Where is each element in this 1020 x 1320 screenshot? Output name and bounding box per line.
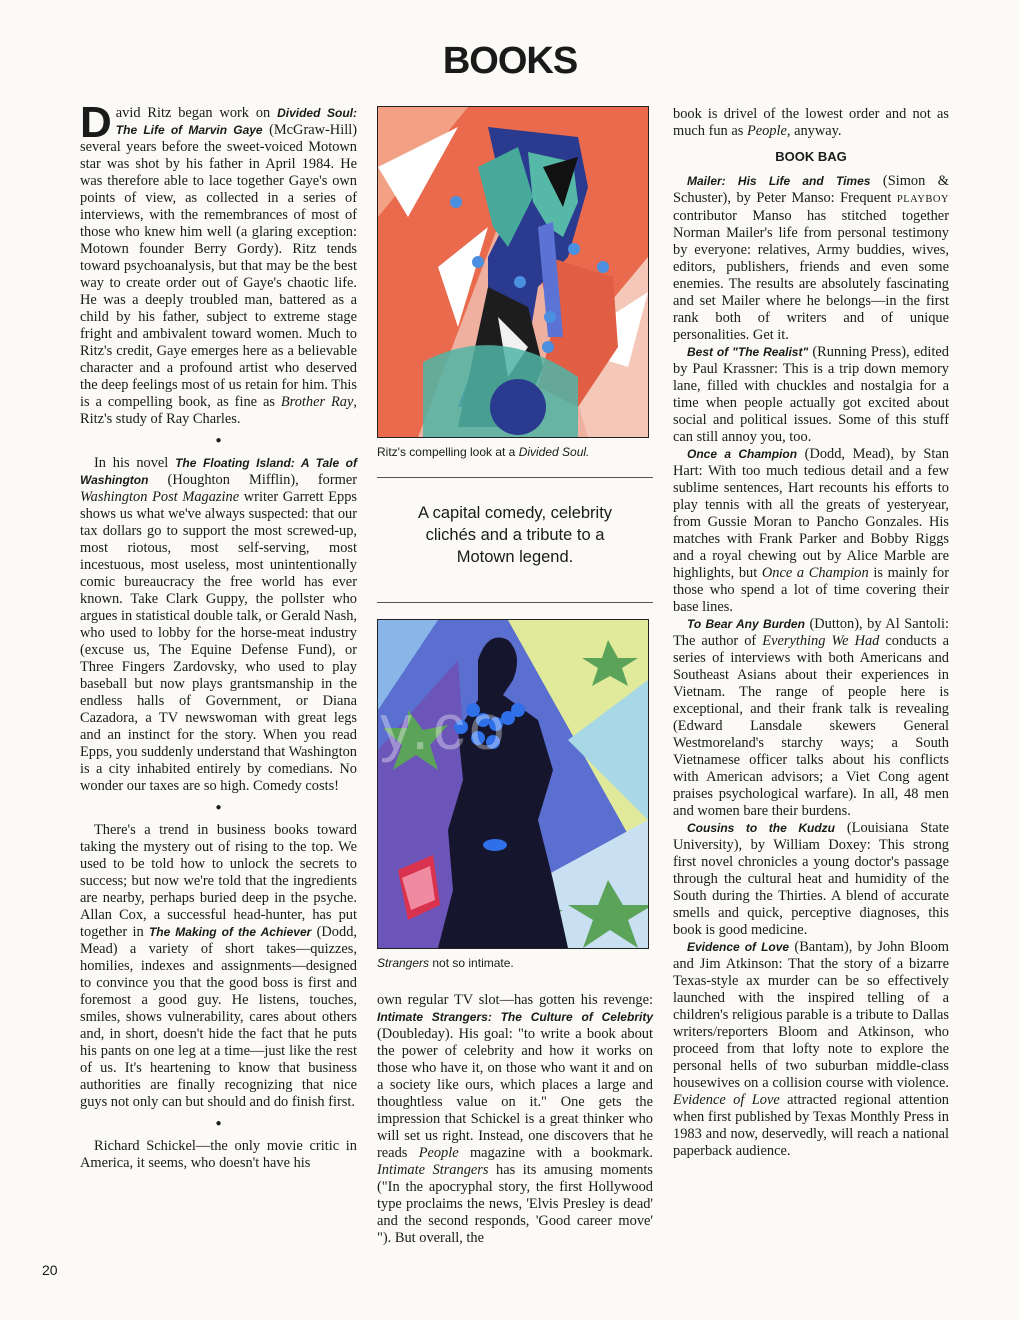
drop-cap: D (80, 98, 112, 147)
book-bag-entry: Best of "The Realist" (Running Press), edited by Paul Krassner: This is a trip down memory lane, filled with chuckles and nostalgia for a time when people actually got excited about social and political issues. Some of this stuff can still annoy you, too. (673, 344, 949, 445)
pull-quote: A capital comedy, celebrity clichés and a tribute to a Motown legend. (417, 504, 613, 566)
book-title: Mailer: His Life and Times (687, 174, 871, 188)
review-making-of-achiever: There's a trend in business books toward taking the mystery out of rising to the top. We used to be told how to unlock the secrets to success; but now we're told that the ingredients are nearby, perhaps buried deep in the psyche. Allan Cox, a successful head-hunter, has put together in The Making of the Achiever (Dodd, Mead) a variety of short takes—quizzes, homilies, indexes and assignments—designed to convince you that the good boss is first and foremost a good guy. He listens, touches, smiles, shows vulnerability, cares about others and, in short, doesn't hide the fact that he puts his pants on one leg at a time—just like the rest of us. It's heartening to know that business authorities are finally recognizing that nice guys not only can but should and do finish first. (80, 822, 357, 1110)
book-title: Cousins to the Kudzu (687, 821, 836, 835)
review-intimate-strangers-end: book is drivel of the lowest order and not as much fun as People, anyway. (673, 106, 949, 139)
page-number: 20 (42, 1262, 58, 1278)
book-title: Evidence of Love (687, 940, 790, 954)
book-title: The Making of the Achiever (148, 925, 312, 939)
book-title: The Floating Island: A Tale of Washington (80, 456, 357, 487)
book-title: To Bear Any Burden (687, 617, 805, 631)
review-marvin-gaye: David Ritz began work on Divided Soul: The Life of Marvin Gaye (McGraw-Hill) several years before the sweet-voiced Motown star was shot by his father in April 1984. He was therefore able to lace together Gaye's own points of view, as collected in a series of interviews, with the remembrances of most of those who knew him well (a glaring exception: Motown founder Berry Gordy). Ritz tends toward psychoanalysis, but that may be the best way to create order out of Gaye's chaotic life. He was a deeply troubled man, battered as a child by his father, subject to extreme stage fright and ambivalent toward women. Much to Ritz's credit, Gaye emerges here as a believable character and a profound artist who deserved the deep feelings most of us retain for him. This is a compelling book, as fine as Brother Ray, Ritz's study of Ray Charles. (80, 98, 357, 427)
column-1 (80, 98, 357, 1172)
page-title: BOOKS (442, 40, 578, 82)
review-floating-island: In his novel The Floating Island: A Tale of Washington (Houghton Mifflin), former Washington Post Magazine writer Garrett Epps shows us what we've always suspected: that our tax dollars go to support the most screwed-up, most riotous, most self-serving, most incestuous, most useless, most unintentionally comic bureaucracy the free world has ever known. Take Clark Guppy, the pollster who argues in statistical double talk, or Gerald Nash, who used to lobby for the horse-meat industry (excuse us, The Equine Defense Fund), or Three Fingers Zardovsky, who used to play baseball but now plays grantsmanship in the endless halls of Government, or Diana Cazadora, a TV newswoman with great legs and an instinct for the story. When you read Epps, you suddenly understand that Washington is a city inhabited entirely by comedians. No wonder our taxes are so high. Comedy costs! (80, 455, 357, 794)
watermark: y.co (380, 691, 509, 763)
book-title: Divided Soul: The Life of Marvin Gaye (115, 106, 357, 137)
section-bullet: ● (215, 802, 222, 813)
book-title: Once a Champion (687, 447, 798, 461)
review-intimate-strangers-start: Richard Schickel—the only movie critic in America, it seems, who doesn't have his (80, 1138, 357, 1171)
section-bullet: ● (215, 1118, 222, 1129)
book-bag-entry: Evidence of Love (Bantam), by John Bloom and Jim Atkinson: That the story of a bizarre Texas-style ax murder can be so effectively launched with the inspired telling of a children's religious parable is a tribute to Dallas writers/reporters Bloom and Atkinson, who proceed from that lofty note to explore the personal hells of two suburban middle-class housewives on a collision course with violence. Evidence of Love attracted regional attention when first published by Texas Monthly Press in 1983 and now, deservedly, will reach a national paperback audience. (673, 939, 950, 1159)
divider (377, 602, 653, 603)
column-2 (377, 106, 653, 1247)
book-bag-entry: Once a Champion (Dodd, Mead), by Stan Hart: With too much tedious detail and a few sublime sentences, Hart recounts his efforts to play tennis with all the greats of yesteryear, from Gussie Moran to Pancho Gonzales. His matches with Frank Parker and Bobby Riggs and a royal chewing out by Alice Marble are highlights, but Once a Champion is mainly for those who spend a lot of time covering their base lines. (673, 446, 949, 615)
illustration-caption: Strangers not so intimate. (377, 956, 514, 970)
column-3 (673, 106, 949, 1160)
illustration-marvin-gaye (377, 106, 649, 438)
divider (377, 477, 653, 478)
woman-illustration (378, 620, 648, 948)
illustration-strangers (377, 619, 649, 949)
book-bag-entry: To Bear Any Burden (Dutton), by Al Santoli: The author of Everything We Had conducts a series of interviews with both Americans and Southeast Asians about their experiences in Vietnam. The range of people here is exceptional, and their frank talk is revealing (Edward Lansdale skewers General Westmoreland's starchy ways; a South Vietnamese officer talks about his conflicts with American advisors; a Viet Cong agent praises psychological warfare). In all, 48 men and women bare their burdens. (673, 616, 949, 819)
singer-illustration (378, 107, 648, 437)
book-bag-entry: Cousins to the Kudzu (Louisiana State University), by William Doxey: This strong first novel chronicles a young doctor's passage through the cultural heat and humidity of the South during the Thirties. A blend of accurate smells and quick, perceptive diagnoses, this book is good medicine. (673, 820, 950, 938)
section-bullet: ● (215, 435, 222, 446)
book-bag-entry: Mailer: His Life and Times (Simon & Schuster), by Peter Manso: Frequent PLAYBOY contributor Manso has stitched together Norman Mailer's life from personal testimony by everyone: relatives, Army buddies, wives, editors, publishers, friends and even some enemies. The results are absolutely fascinating and set Mailer where he belongs—in the first rank both of writers and of unique personalities. Get it. (673, 173, 949, 343)
section-heading: BOOK BAG (775, 149, 847, 164)
book-title: Best of "The Realist" (687, 345, 809, 359)
illustration-caption: Ritz's compelling look at a Divided Soul. (377, 445, 590, 459)
review-intimate-strangers: own regular TV slot—has gotten his revenge: Intimate Strangers: The Culture of Celebrity (Doubleday). His goal: "to write a book about the power of celebrity and how it works on those who have it, on those who want it and on a society like ours, which places a large and thoughtless value on it." One gets the impression that Schickel is a great thinker who will set us right. Instead, one discovers that he reads People magazine with a bookmark. Intimate Strangers has its amusing moments ("In the apocryphal story, the first Hollywood type proclaims the news, 'Elvis Presley is dead' and the second responds, 'Good career move' "). But overall, the (377, 992, 653, 1246)
book-title: Intimate Strangers: The Culture of Celebrity (377, 1010, 653, 1024)
